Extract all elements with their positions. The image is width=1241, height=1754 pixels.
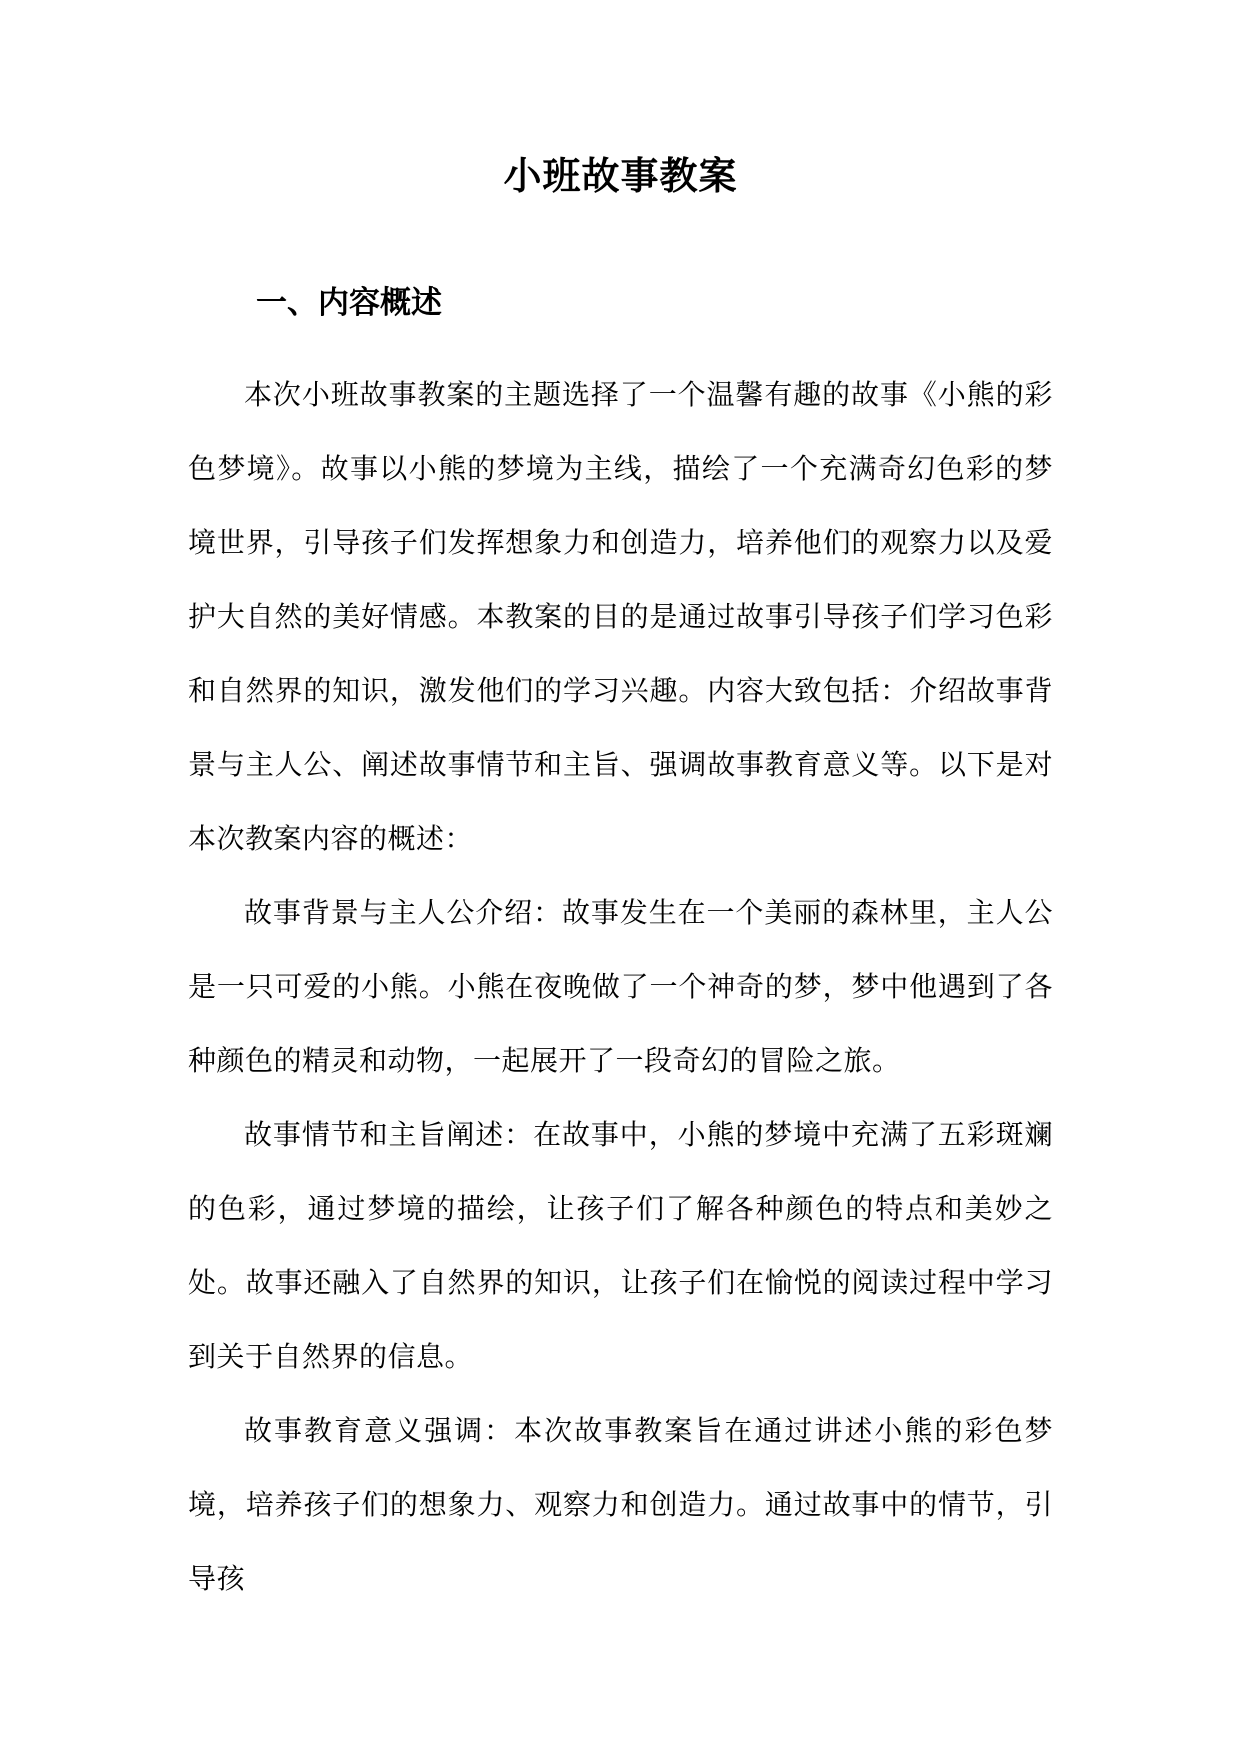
paragraph-plot: 故事情节和主旨阐述：在故事中，小熊的梦境中充满了五彩斑斓的色彩，通过梦境的描绘，让孩子们了解各种颜色的特点和美妙之处。故事还融入了自然界的知识，让孩子们在愉悦的阅读过程中学习到关于自然界的信息。 <box>188 1118 1053 1373</box>
paragraph-significance: 故事教育意义强调：本次故事教案旨在通过讲述小熊的彩色梦境，培养孩子们的想象力、观察力和创造力。通过故事中的情节，引导孩 <box>188 1414 1053 1595</box>
document-title: 小班故事教案 <box>503 153 738 198</box>
paragraph-background: 故事背景与主人公介绍：故事发生在一个美丽的森林里，主人公是一只可爱的小熊。小熊在夜晚做了一个神奇的梦，梦中他遇到了各种颜色的精灵和动物，一起展开了一段奇幻的冒险之旅。 <box>188 896 1053 1077</box>
paragraph-intro: 本次小班故事教案的主题选择了一个温馨有趣的故事《小熊的彩色梦境》。故事以小熊的梦境为主线，描绘了一个充满奇幻色彩的梦境世界，引导孩子们发挥想象力和创造力，培养他们的观察力以及爱护大自然的美好情感。本教案的目的是通过故事引导孩子们学习色彩和自然界的知识，激发他们的学习兴趣。内容大致包括：介绍故事背景与主人公、阐述故事情节和主旨、强调故事教育意义等。以下是对本次教案内容的概述： <box>188 378 1053 855</box>
section-heading-overview: 一、内容概述 <box>256 285 442 321</box>
body-text <box>188 358 1053 1616</box>
